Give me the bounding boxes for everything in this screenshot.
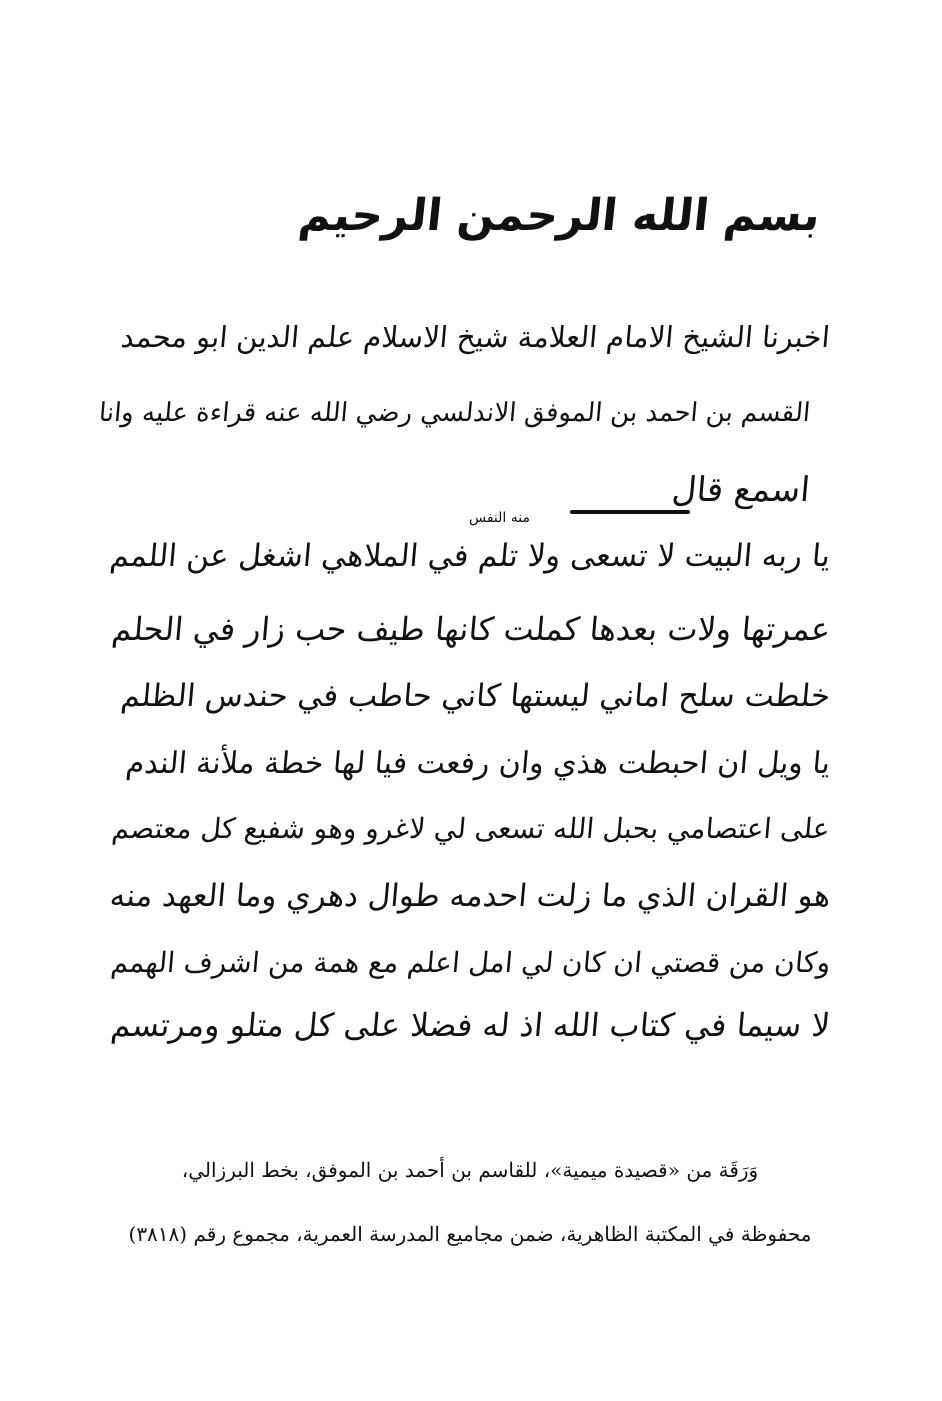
- caption-line-2: محفوظة في المكتبة الظاهرية، ضمن مجاميع المدرسة العمرية، مجموع رقم (٣٨١٨): [128, 1222, 812, 1246]
- poem-line: يا ويل ان احبطت هذي وان رفعت فيا لها خطة ملأنة الندم: [124, 746, 832, 781]
- poem-line: عمرتها ولات بعدها كملت كانها طيف حب زار في الحلم: [109, 610, 832, 648]
- poem-line: لا سيما في كتاب الله اذ له فضلا على كل متلو ومرتسم: [109, 1006, 832, 1044]
- caption-line-1: وَرَقَة من «قصيدة ميمية»، للقاسم بن أحمد بن الموفق، بخط البرزالي،: [181, 1158, 759, 1182]
- intro-line: اسمع قال: [670, 470, 812, 510]
- poem-line: يا ربه البيت لا تسعى ولا تلم في الملاهي اشغل عن اللمم: [108, 538, 832, 574]
- margin-note: منه النفس: [469, 510, 530, 526]
- poem-line: وكان من قصتي ان كان لي امل اعلم مع همة من اشرف الهمم: [109, 946, 832, 979]
- poem-line: خلطت سلح اماني ليستها كاني حاطب في حندس الظلم: [119, 678, 832, 714]
- basmala-heading: بسم الله الرحمن الرحيم: [296, 190, 823, 241]
- poem-line: على اعتصامي بحبل الله تسعى لي لاغرو وهو شفيع كل معتصم: [110, 812, 832, 845]
- ink-stroke: [570, 510, 690, 514]
- poem-line: هو القران الذي ما زلت احدمه طوال دهري وما العهد منه: [108, 878, 832, 914]
- intro-line: اخبرنا الشيخ الامام العلامة شيخ الاسلام علم الدين ابو محمد: [119, 320, 832, 354]
- manuscript-image: [97, 170, 832, 1070]
- intro-line: القسم بن احمد بن الموفق الاندلسي رضي الله عنه قراءة عليه وانا: [97, 398, 812, 428]
